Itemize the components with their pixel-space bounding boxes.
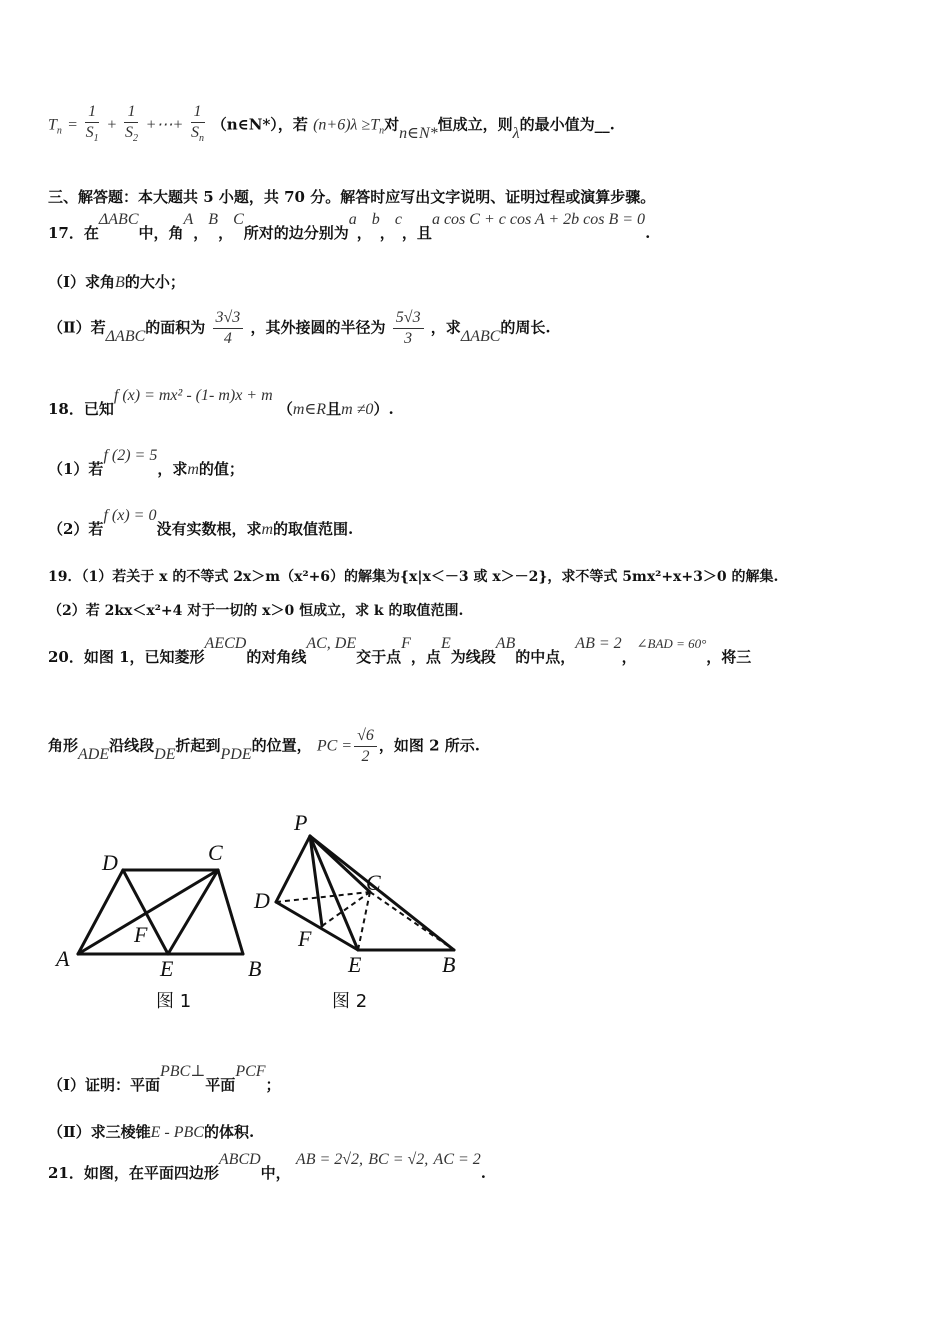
frac-1-s1: $\frac{1}{S_1}$: [85, 103, 99, 145]
q21-line: 21．如图，在平面四边形ABCD中， AB = 2√2, BC = √2, AC = 2.: [48, 1151, 487, 1182]
q18-line: 18．已知f (x) = mx² - (1- m)x + m （m∈R且m ≠0）.: [48, 387, 394, 418]
q17-part1: （Ⅰ）求角B的大小；: [48, 273, 185, 291]
section-3-header: 三、解答题：本大题共 5 小题，共 70 分。解答时应写出文字说明、证明过程或演算步骤。: [48, 188, 656, 206]
fig1-label-f: F: [134, 922, 148, 947]
fig2-label-c: C: [366, 870, 381, 895]
q18-function: f (x) = mx² - (1- m)x + m: [113, 387, 273, 404]
fig1-edge-ce: [168, 870, 218, 954]
q20-part2: （Ⅱ）求三棱锥E - PBC的体积.: [48, 1123, 255, 1141]
fig1-label-b: B: [248, 956, 262, 981]
fig2-edge-pc: [310, 836, 370, 892]
fig2-label-f: F: [298, 926, 312, 951]
q17-equation: a cos C + c cos A + 2b cos B = 0: [431, 211, 646, 228]
area-fraction: $\frac{3√3}{4}$: [213, 308, 244, 349]
fig2-label-e: E: [348, 952, 362, 977]
fig1-edge-cb: [218, 870, 243, 954]
fig1-caption: 图 1: [156, 991, 192, 1012]
q20-part1: （Ⅰ）证明：平面PBC⊥平面PCF；: [48, 1063, 281, 1094]
q20-line-1: 20．如图 1，已知菱形AECD的对角线AC, DE交于点F，点E为线段AB的中点，AB = 2，∠BAD = 60°，将三: [48, 635, 752, 666]
tn-lhs: T: [48, 116, 57, 134]
fig1-label-d: D: [102, 850, 118, 875]
fig2-label-p: P: [294, 810, 308, 835]
fig2-label-b: B: [442, 952, 456, 977]
q19-part1: 19．（1）若关于 x 的不等式 2x＞m（x²+6）的解集为{x|x＜－3 或 x＞－2}，求不等式 5mx²+x+3＞0 的解集.: [48, 569, 779, 585]
q17-line: 17．在ΔABC中，角A，B，C所对的边分别为a，b，c，且a cos C + c cos A + 2b cos B = 0.: [48, 211, 651, 242]
q18-part2: （2）若f (x) = 0没有实数根，求m的取值范围.: [48, 507, 354, 538]
fig2-label-d: D: [254, 888, 270, 913]
radius-fraction: $\frac{5√3}{3}$: [393, 308, 424, 349]
fig2-caption: 图 2: [332, 991, 368, 1012]
frac-1-sn: $\frac{1}{S_n}$: [191, 103, 204, 145]
q19-part2: （2）若 2kx＜x²+4 对于一切的 x＞0 恒成立，求 k 的取值范围.: [48, 603, 464, 619]
fig2-dash-ce: [358, 892, 370, 950]
tn-line: $T_n$ = $\frac{1}{S_1}$ + $\frac{1}{S_2}$ +⋯+ $\frac{1}{S_n}$ （n∈N*），若 $(n+6)\lambda \ge T_n$对n∈N*恒成立，则λ的最小值为__.: [48, 102, 615, 149]
fig1-label-a: A: [56, 946, 70, 971]
fig2-dash-dc: [276, 892, 370, 902]
fig1-label-c: C: [208, 840, 223, 865]
figure-1: [78, 870, 243, 954]
q17-tri: ΔABC: [98, 211, 139, 228]
q20-line-2: 角形ADE沿线段DE折起到PDE的位置， PC = $\frac{√6}{2}$ ，如图 2 所示.: [48, 727, 480, 765]
figures: [48, 800, 478, 1020]
frac-1-s2: $\frac{1}{S_2}$: [124, 103, 138, 145]
fig1-label-e: E: [160, 956, 174, 981]
q17-part2: （Ⅱ）若ΔABC的面积为 $\frac{3√3}{4}$ ，其外接圆的半径为 $\frac{5√3}{3}$ ，求ΔABC的周长.: [48, 309, 551, 347]
fig2-edge-pd: [276, 836, 310, 902]
ineq: (n+6)λ ≥T: [313, 116, 380, 134]
q18-part1: （1）若f (2) = 5，求m的值；: [48, 447, 244, 478]
tn-cond: （n∈N*）: [211, 115, 278, 134]
pc-fraction: $\frac{√6}{2}$: [354, 726, 377, 767]
